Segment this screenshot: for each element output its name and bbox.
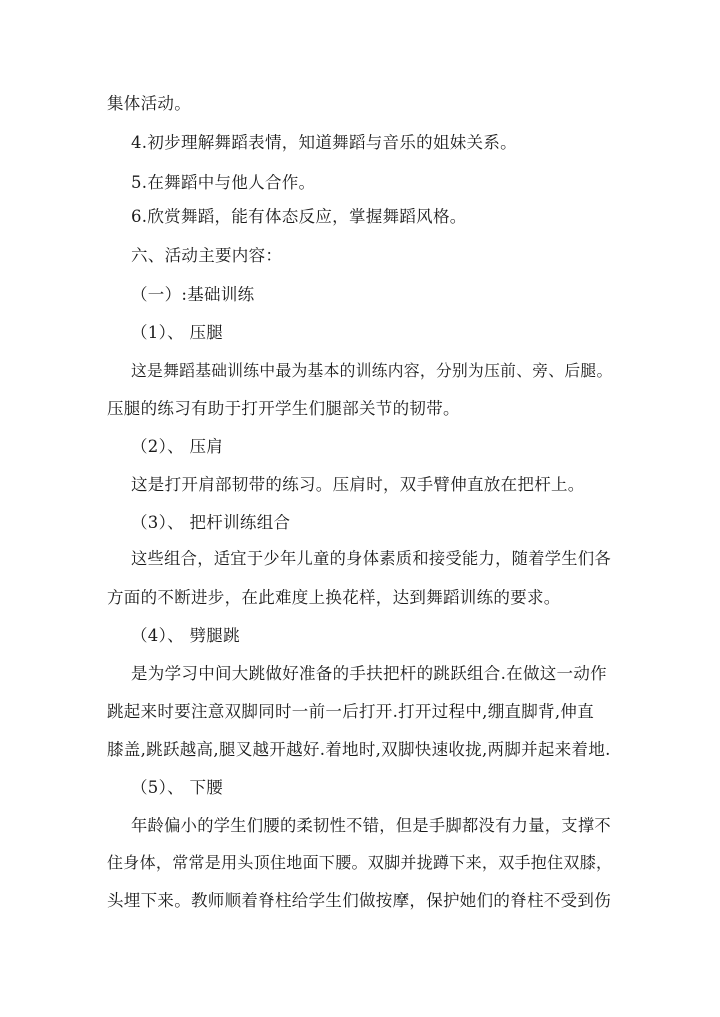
paragraph-line: 集体活动。 bbox=[107, 94, 191, 113]
item-heading-4: （4）、 劈腿跳 bbox=[131, 626, 240, 645]
item-heading-5: （5）、 下腰 bbox=[131, 778, 224, 797]
item-heading-3: （3）、 把杆训练组合 bbox=[131, 513, 291, 532]
paragraph-line: 膝盖,跳跃越高,腿叉越开越好.着地时,双脚快速收拢,两脚并起来着地. bbox=[107, 740, 611, 759]
list-item-goal-6: 6.欣赏舞蹈，能有体态反应，掌握舞蹈风格。 bbox=[131, 207, 467, 226]
paragraph-line: 这些组合，适宜于少年儿童的身体素质和接受能力，随着学生们各 bbox=[131, 549, 611, 568]
list-item-goal-5: 5.在舞蹈中与他人合作。 bbox=[131, 173, 316, 192]
paragraph-line: 头埋下来。教师顺着脊柱给学生们做按摩，保护她们的脊柱不受到伤 bbox=[107, 891, 611, 910]
item-heading-2: （2）、 压肩 bbox=[131, 437, 224, 456]
item-heading-1: （1）、 压腿 bbox=[131, 323, 224, 342]
list-item-goal-4: 4.初步理解舞蹈表情，知道舞蹈与音乐的姐妹关系。 bbox=[131, 133, 517, 152]
section-heading: 六、活动主要内容： bbox=[131, 246, 283, 265]
paragraph-line: 这是打开肩部韧带的练习。压肩时，双手臂伸直放在把杆上。 bbox=[131, 475, 585, 494]
paragraph-line: 是为学习中间大跳做好准备的手扶把杆的跳跃组合.在做这一动作 bbox=[131, 664, 607, 683]
subsection-heading: （一）:基础训练 bbox=[131, 285, 255, 304]
paragraph-line: 这是舞蹈基础训练中最为基本的训练内容，分别为压前、旁、后腿。 bbox=[131, 361, 613, 380]
paragraph-line: 压腿的练习有助于打开学生们腿部关节的韧带。 bbox=[107, 399, 460, 418]
paragraph-line: 跳起来时要注意双脚同时一前一后打开.打开过程中,绷直脚背,伸直 bbox=[107, 702, 595, 721]
paragraph-line: 方面的不断进步，在此难度上换花样，达到舞蹈训练的要求。 bbox=[107, 588, 561, 607]
paragraph-line: 住身体，常常是用头顶住地面下腰。双脚并拢蹲下来，双手抱住双膝， bbox=[107, 853, 613, 872]
paragraph-line: 年龄偏小的学生们腰的柔韧性不错，但是手脚都没有力量，支撑不 bbox=[131, 816, 611, 835]
